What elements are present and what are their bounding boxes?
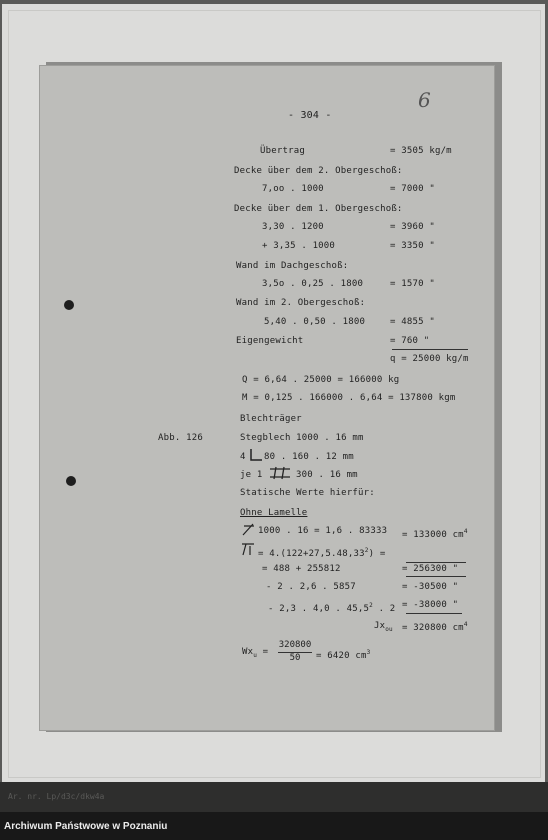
handwritten-page-number: 6 bbox=[418, 88, 431, 112]
wx-label-text: Wx bbox=[242, 647, 254, 657]
lamelle-prefix: je 1 bbox=[240, 470, 263, 480]
wx-label: $Wx_u$ = bbox=[242, 647, 269, 659]
inertia-value-3: = 256300 " bbox=[402, 564, 459, 574]
jx-label-text: Jx bbox=[374, 621, 386, 631]
rule-below-256300 bbox=[406, 576, 466, 577]
jx-label-sub: ou bbox=[385, 626, 393, 633]
archive-footer bbox=[0, 812, 548, 840]
line-wand-2og-calc: 5,40 . 0,50 . 1800 bbox=[264, 317, 366, 327]
value-decke-1og-1: = 3960 " bbox=[390, 222, 435, 232]
wx-label-sub: u bbox=[253, 652, 258, 659]
inertia-line-5 bbox=[268, 600, 395, 615]
stegblech: Stegblech 1000 . 16 mm bbox=[240, 433, 364, 443]
inertia-line-5-text: - 2,3 . 4,0 . 45,5 bbox=[268, 604, 370, 614]
document-sheet bbox=[40, 66, 494, 730]
line-decke-2og: Decke über dem 2. Obergeschoß: bbox=[234, 166, 403, 176]
steiner-symbol-icon bbox=[240, 542, 256, 556]
sum-rule bbox=[392, 349, 468, 350]
wx-result-exp: 3 bbox=[366, 649, 371, 656]
jx-value-text: = 320800 cm bbox=[402, 623, 464, 633]
blechtraeger: Blechträger bbox=[240, 414, 302, 424]
inertia-line-5-end: . 2 bbox=[372, 604, 396, 614]
inertia-symbol-icon bbox=[240, 523, 256, 537]
line-decke-1og: Decke über dem 1. Obergeschoß: bbox=[234, 204, 403, 214]
angle-section-icon bbox=[247, 448, 263, 462]
rule-below-38000 bbox=[406, 613, 462, 614]
winkel-count: 4 bbox=[240, 452, 246, 462]
line-eigengewicht: Eigengewicht bbox=[236, 336, 304, 346]
line-wand-2og: Wand im 2. Obergeschoß: bbox=[236, 298, 366, 308]
rule-above-256300 bbox=[406, 562, 466, 563]
inertia-value-1-exp: 4 bbox=[463, 528, 468, 535]
inertia-value-1-text: = 133000 cm bbox=[402, 530, 464, 540]
inertia-line-4: - 2 . 2,6 . 5857 bbox=[266, 582, 356, 592]
value-uebertrag: = 3505 kg/m bbox=[390, 146, 452, 156]
film-strip bbox=[0, 782, 548, 812]
calc-Q: Q = 6,64 . 25000 = 166000 kg bbox=[242, 375, 400, 385]
inertia-value-4: = -30500 " bbox=[402, 582, 459, 592]
punch-hole-bottom bbox=[66, 476, 76, 486]
line-decke-2og-calc: 7,oo . 1000 bbox=[262, 184, 324, 194]
statische-werte: Statische Werte hierfür: bbox=[240, 488, 375, 498]
value-wand-2og: = 4855 " bbox=[390, 317, 435, 327]
line-decke-1og-calc2: + 3,35 . 1000 bbox=[262, 241, 336, 251]
wx-result-text: = 6420 cm bbox=[316, 651, 367, 661]
inertia-line-3: = 488 + 255812 bbox=[262, 564, 341, 574]
wx-numerator: 320800 bbox=[278, 640, 312, 650]
inertia-value-1 bbox=[402, 526, 468, 541]
line-wand-dach: Wand im Dachgeschoß: bbox=[236, 261, 349, 271]
line-decke-1og-calc1: 3,30 . 1200 bbox=[262, 222, 324, 232]
value-wand-dach: = 1570 " bbox=[390, 279, 435, 289]
wx-result bbox=[316, 647, 370, 662]
page-number: - 304 - bbox=[288, 110, 332, 121]
jx-value-exp: 4 bbox=[463, 621, 468, 628]
inertia-value-5: = -38000 " bbox=[402, 600, 459, 610]
jx-value bbox=[402, 619, 468, 634]
value-decke-1og-2: = 3350 " bbox=[390, 241, 435, 251]
inertia-line-2 bbox=[258, 545, 385, 560]
value-eigengewicht: = 760 " bbox=[390, 336, 430, 346]
winkel-value: 80 . 160 . 12 mm bbox=[264, 452, 354, 462]
value-decke-2og: = 7000 " bbox=[390, 184, 435, 194]
inertia-line-2-exp: 2 bbox=[364, 547, 369, 554]
inertia-line-2-text: = 4.(122+27,5.48,33 bbox=[258, 549, 365, 559]
jx-label bbox=[374, 621, 393, 635]
strip-text: Ar. nr. Lp/d3c/dkw4a bbox=[8, 792, 105, 801]
line-uebertrag: Übertrag bbox=[260, 146, 305, 156]
plate-section-icon bbox=[268, 465, 292, 481]
q-total: q = 25000 kg/m bbox=[390, 354, 469, 364]
inertia-line-5-exp: 2 bbox=[369, 602, 373, 609]
calc-M: M = 0,125 . 166000 . 6,64 = 137800 kgm bbox=[242, 393, 456, 403]
wx-denominator: 50 bbox=[289, 653, 301, 663]
line-wand-dach-calc: 3,5o . 0,25 . 1800 bbox=[262, 279, 364, 289]
ohne-lamelle: Ohne Lamelle bbox=[240, 508, 308, 518]
inertia-line-1: 1000 . 16 = 1,6 . 83333 bbox=[258, 526, 388, 536]
punch-hole-top bbox=[64, 300, 74, 310]
archive-label: Archiwum Państwowe w Poznaniu bbox=[4, 821, 168, 832]
lamelle-value: 300 . 16 mm bbox=[296, 470, 358, 480]
inertia-line-2-end: ) = bbox=[368, 549, 386, 559]
figure-ref: Abb. 126 bbox=[158, 433, 203, 443]
